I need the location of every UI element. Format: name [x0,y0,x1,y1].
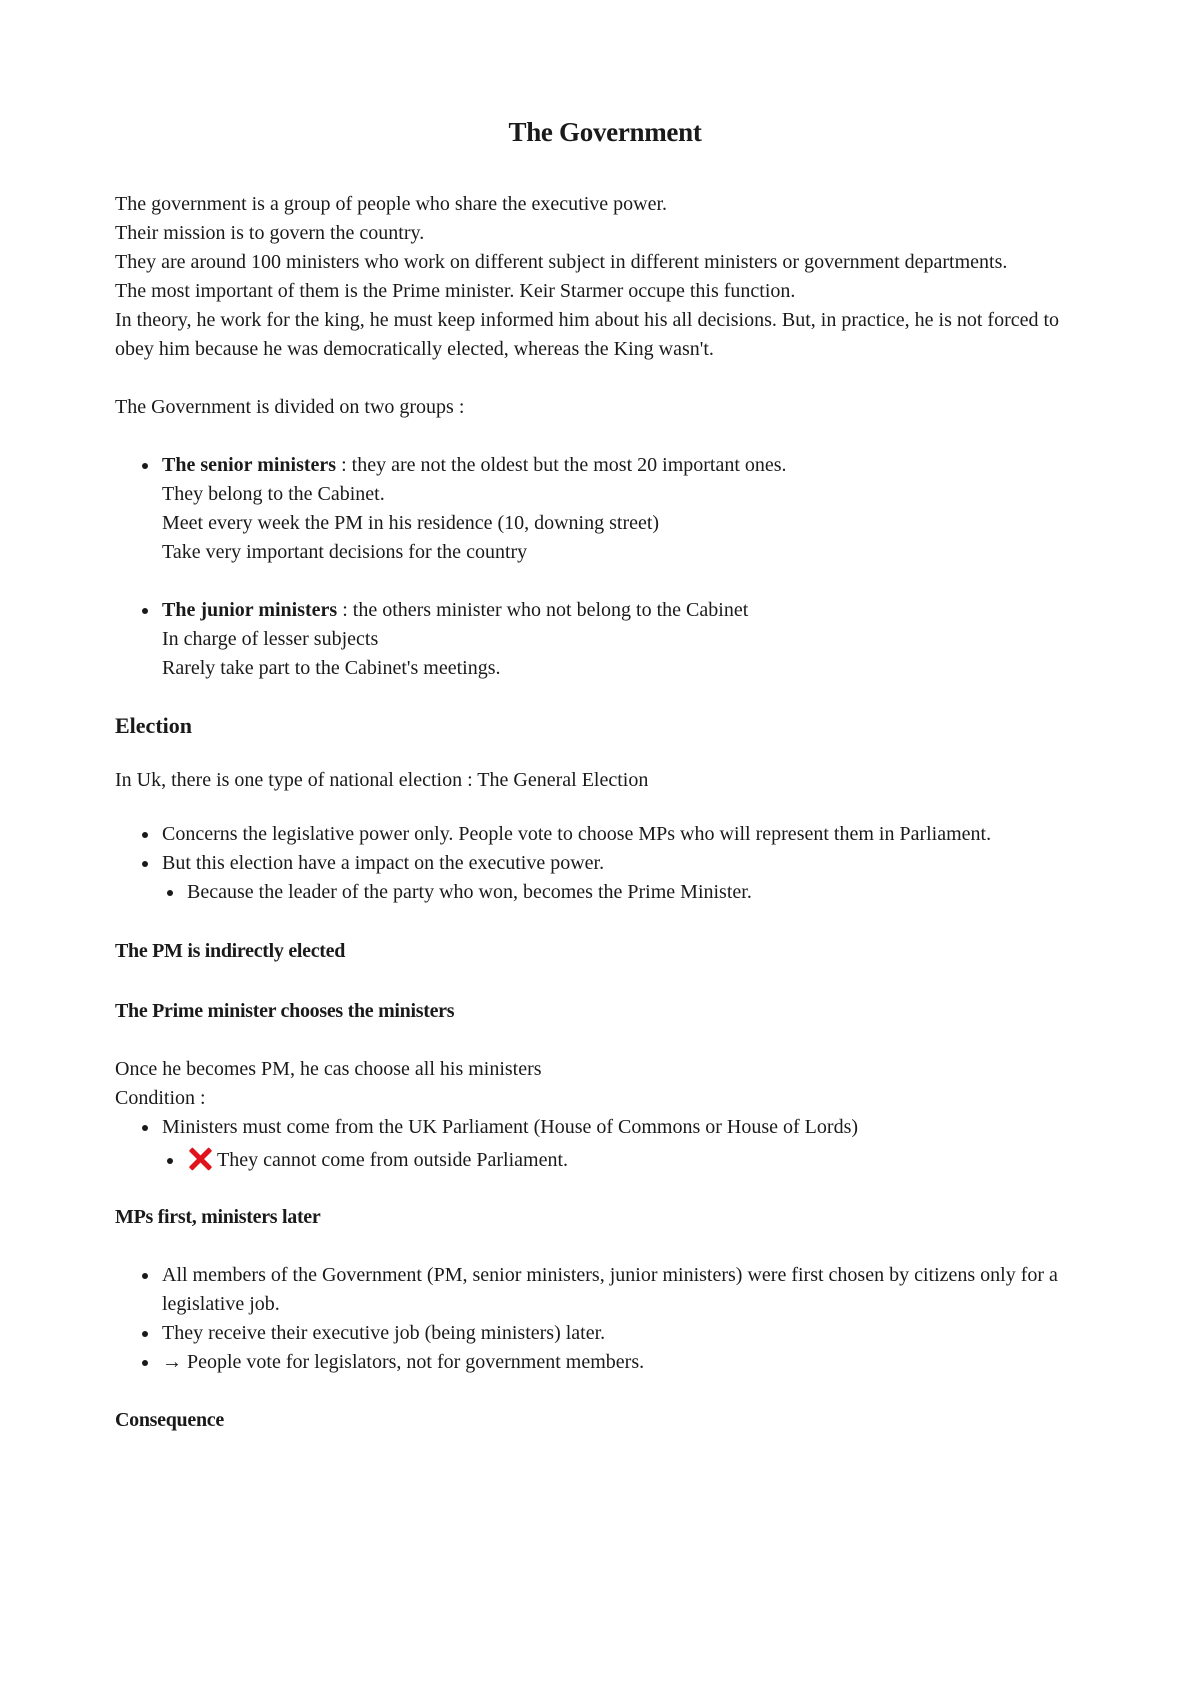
intro-line: The most important of them is the Prime minister. Keir Starmer occupe this function. [115,280,796,302]
list-item: Because the leader of the party who won, becomes the Prime Minister. [187,878,1095,907]
election-sub-list [162,878,1095,907]
list-item: → People vote for legislators, not for government members. [162,1348,1095,1377]
pm-chooses-line: Once he becomes PM, he cas choose all his ministers [115,1058,542,1080]
pm-indirect-heading: The PM is indirectly elected [115,940,346,962]
intro-line: The government is a group of people who share the executive power. [115,193,668,215]
senior-list [115,451,1095,567]
list-item [162,849,1095,907]
junior-line: Rarely take part to the Cabinet's meetings. [162,657,501,679]
election-heading: Election [115,713,192,738]
condition-label: Condition : [115,1087,206,1109]
intro-line: In theory, he work for the king, he must keep informed him about his all decisions. But, in practice, he is not forced to obey him because he was democratically elected, whereas the King wasn't. [115,309,1060,360]
senior-line: They belong to the Cabinet. [162,483,385,505]
groups-intro: The Government is divided on two groups : [115,396,465,418]
consequence-heading: Consequence [115,1409,224,1431]
mps-first-heading: MPs first, ministers later [115,1206,321,1228]
senior-line: Take very important decisions for the country [162,541,528,563]
cross-mark-icon [187,1146,213,1172]
document-page [115,112,1095,1435]
list-item [162,451,1095,567]
senior-line: Meet every week the PM in his residence (10, downing street) [162,512,660,534]
list-item [162,1113,1095,1175]
list-item [187,1146,1095,1175]
intro-section [115,190,1095,364]
condition-sub-list [162,1146,1095,1175]
list-item-text: But this election have a impact on the executive power. [162,852,605,874]
senior-desc: : they are not the oldest but the most 20 important ones. [336,454,787,476]
list-item-text: Ministers must come from the UK Parliament (House of Commons or House of Lords) [162,1116,859,1138]
junior-desc: : the others minister who not belong to the Cabinet [337,599,749,621]
senior-term: The senior ministers [162,454,337,476]
pm-chooses-heading: The Prime minister chooses the ministers [115,1000,455,1022]
page-title: The Government [508,117,702,147]
intro-line: Their mission is to govern the country. [115,222,425,244]
condition-list [115,1113,1095,1175]
list-item: All members of the Government (PM, senior ministers, junior ministers) were first chosen by citizens only for a legislative job. [162,1261,1095,1319]
mps-first-list [115,1261,1095,1377]
list-item: They receive their executive job (being ministers) later. [162,1319,1095,1348]
election-intro: In Uk, there is one type of national election : The General Election [115,769,649,791]
junior-term: The junior ministers [162,599,338,621]
intro-line: They are around 100 ministers who work on different subject in different ministers or government departments. [115,251,1008,273]
list-item: Concerns the legislative power only. People vote to choose MPs who will represent them in Parliament. [162,820,1095,849]
election-list [115,820,1095,907]
list-item [162,596,1095,683]
junior-line: In charge of lesser subjects [162,628,379,650]
junior-list [115,596,1095,683]
list-item-text: They cannot come from outside Parliament. [217,1149,569,1171]
